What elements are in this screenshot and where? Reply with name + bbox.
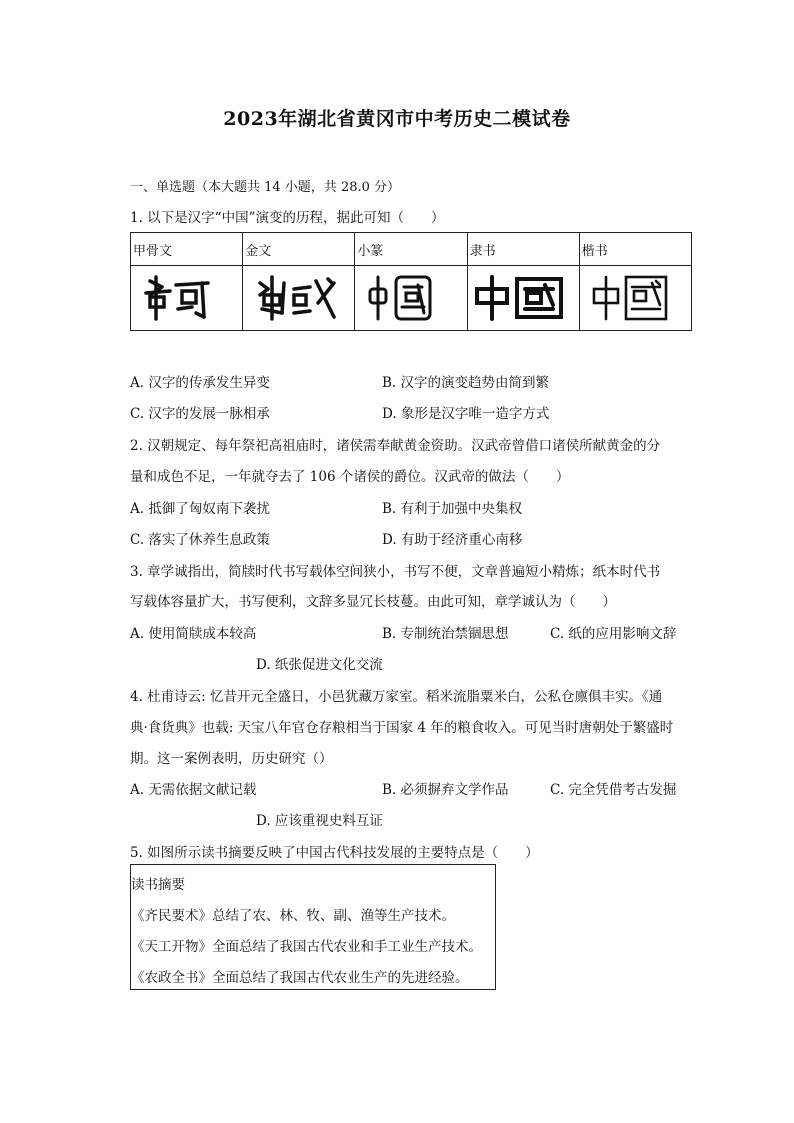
q4-option-c[interactable]: C. 完全凭借考古发掘	[550, 782, 677, 798]
header-clerical: 隶书	[467, 233, 579, 266]
question-4-line-3: 期。这一案例表明，历史研究（）	[130, 751, 333, 767]
question-1-stem: 1. 以下是汉字“中国”演变的历程，据此可知（ ）	[130, 210, 445, 226]
q1-option-a[interactable]: A. 汉字的传承发生异变	[130, 375, 270, 391]
header-bronze: 金文	[243, 233, 355, 266]
question-2-line-1: 2. 汉朝规定、每年祭祀高祖庙时，诸侯需奉献黄金资助。汉武帝曾借口诸侯所献黄金的分	[130, 438, 661, 454]
q3-option-b[interactable]: B. 专制统治禁锢思想	[382, 626, 509, 642]
header-regular: 楷书	[579, 233, 691, 266]
q3-option-d[interactable]: D. 纸张促进文化交流	[256, 657, 383, 673]
q1-option-c[interactable]: C. 汉字的发展一脉相承	[130, 406, 270, 422]
oracle-bone-glyph	[131, 266, 243, 331]
q2-option-d[interactable]: D. 有助于经济重心南移	[382, 532, 523, 548]
question-3-line-1: 3. 章学诚指出，简牍时代书写载体空间狭小，书写不便，文章普遍短小精炼；纸本时代书	[130, 564, 661, 580]
q4-option-a[interactable]: A. 无需依据文献记载	[130, 782, 257, 798]
q2-option-b[interactable]: B. 有利于加强中央集权	[382, 501, 523, 517]
clerical-script-glyph	[467, 266, 579, 331]
q4-option-d[interactable]: D. 应该重视史料互证	[256, 813, 383, 829]
reading-notes-box	[130, 864, 496, 990]
question-4-line-2: 典·食货典》也载: 天宝八年官仓存粮相当于国家 4 年的粮食收入。可见当时唐朝处于繁盛时	[130, 720, 674, 736]
script-evolution-table	[130, 232, 692, 331]
q1-option-d[interactable]: D. 象形是汉字唯一造字方式	[382, 406, 550, 422]
reading-notes-line-1: 《齐民要术》总结了农、林、牧、副、渔等生产技术。	[131, 908, 455, 924]
header-oracle-bone: 甲骨文	[131, 233, 243, 266]
q2-option-a[interactable]: A. 抵御了匈奴南下袭扰	[130, 501, 270, 517]
q3-option-a[interactable]: A. 使用简牍成本较高	[130, 626, 257, 642]
question-3-line-2: 写载体容量扩大，书写便利，文辞多显冗长枝蔓。由此可知，章学诚认为（ ）	[130, 594, 616, 610]
reading-notes-line-2: 《天工开物》全面总结了我国古代农业和手工业生产技术。	[131, 939, 482, 955]
question-4-line-1: 4. 杜甫诗云: 忆昔开元全盛日，小邑犹藏万家室。稻米流脂粟米白，公私仓廪俱丰实。《通	[130, 689, 663, 705]
regular-script-glyph	[579, 266, 691, 331]
reading-notes-line-3: 《农政全书》全面总结了我国古代农业生产的先进经验。	[131, 970, 469, 986]
q4-option-b[interactable]: B. 必须摒弃文学作品	[382, 782, 509, 798]
seal-script-glyph	[355, 266, 467, 331]
q1-option-b[interactable]: B. 汉字的演变趋势由简到繁	[382, 375, 550, 391]
question-5-stem: 5. 如图所示读书摘要反映了中国古代科技发展的主要特点是（ ）	[130, 845, 539, 861]
header-seal: 小篆	[355, 233, 467, 266]
q3-option-c[interactable]: C. 纸的应用影响文辞	[550, 626, 677, 642]
q2-option-c[interactable]: C. 落实了休养生息政策	[130, 532, 270, 548]
question-2-line-2: 量和成色不足，一年就夺去了 106 个诸侯的爵位。汉武帝的做法（ ）	[130, 469, 570, 485]
exam-title: 2023年湖北省黄冈市中考历史二模试卷	[223, 108, 571, 130]
bronze-glyph	[243, 266, 355, 331]
section-heading: 一、单选题（本大题共 14 小题，共 28.0 分）	[130, 180, 401, 195]
reading-notes-title: 读书摘要	[131, 877, 185, 893]
